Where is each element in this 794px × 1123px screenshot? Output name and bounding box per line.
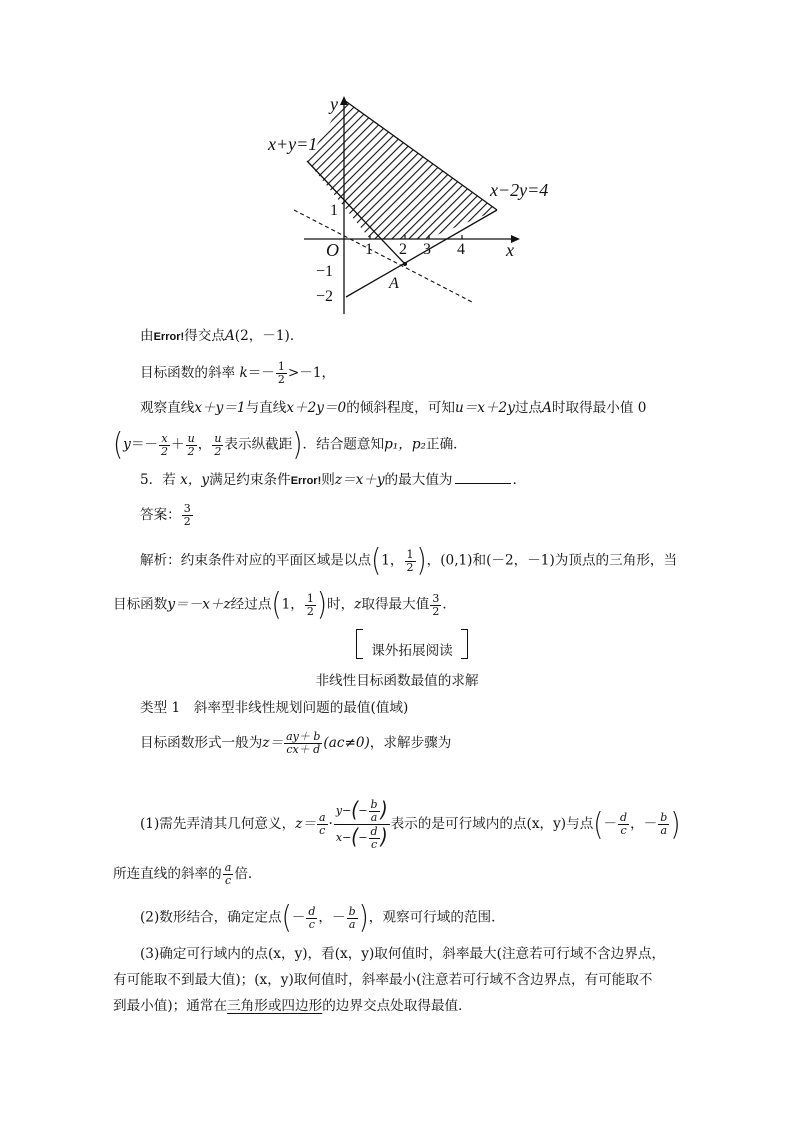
text: － bbox=[603, 816, 618, 832]
text: (1)需先弄清其几何意义， bbox=[140, 816, 296, 832]
origin-label: O bbox=[326, 240, 339, 260]
compound-fraction: y−(− $\frac{b}{a}$ ) x−(− $\frac{d}{c}$ ) bbox=[335, 797, 388, 851]
fraction: $\frac{1}{2}$ bbox=[406, 547, 414, 574]
tick-label-x-3: 3 bbox=[423, 241, 431, 258]
text: 由 bbox=[140, 328, 154, 344]
text: ． bbox=[512, 472, 527, 488]
equation: u＝x＋2y bbox=[454, 400, 515, 416]
tick-label-x-2: 2 bbox=[399, 241, 407, 258]
paren-right: ) bbox=[416, 543, 427, 579]
step-3-line-2: 有可能取不到最大值)；(x，y)取何值时，斜率最小(注意若可行域不含边界点，有可能取不 bbox=[113, 972, 653, 988]
objective-form-line bbox=[140, 731, 794, 756]
var-k: k bbox=[239, 365, 248, 381]
coord: (2，－1)． bbox=[234, 328, 304, 344]
answer-blank bbox=[455, 469, 511, 484]
text: (2)数形结合，确定定点 bbox=[140, 909, 282, 926]
paren-left: ( bbox=[113, 427, 124, 463]
text: 时， bbox=[327, 596, 355, 613]
tick-label-x-4: 4 bbox=[457, 241, 465, 258]
var-a: A bbox=[542, 400, 552, 416]
paren-left: ( bbox=[593, 806, 604, 843]
section-title: 非线性目标函数最值的求解 bbox=[315, 673, 479, 689]
text: 与直线 bbox=[245, 400, 287, 416]
step-3-line-3 bbox=[113, 995, 794, 1017]
tick-label-y-1: 1 bbox=[330, 202, 338, 219]
step-1-continued bbox=[113, 862, 794, 887]
intersection-line bbox=[140, 325, 794, 348]
paren-left: ( bbox=[271, 587, 282, 623]
text: 过点 bbox=[514, 400, 543, 416]
fraction: $\frac{x}{2}$ bbox=[161, 431, 169, 458]
paren-left: ( bbox=[281, 900, 292, 936]
section-box bbox=[356, 629, 468, 659]
dot: · bbox=[328, 816, 333, 832]
error-marker: Error! bbox=[290, 475, 322, 487]
equation: y＝－x＋z bbox=[167, 596, 231, 613]
var-p: p₁，p₂ bbox=[384, 436, 426, 453]
var-z: z＝ bbox=[262, 735, 284, 751]
solution-line-1 bbox=[140, 543, 794, 579]
coordinate-graph bbox=[262, 88, 562, 320]
fraction: $\frac{d}{c}$ bbox=[308, 904, 316, 931]
question-5 bbox=[140, 469, 794, 492]
fraction: $\frac{1}{2}$ bbox=[306, 591, 314, 618]
line1-label: x+y=1 bbox=[268, 134, 318, 154]
line2-label: x−2y=4 bbox=[490, 180, 549, 200]
vars: x，y bbox=[180, 472, 210, 488]
condition: (ac≠0) bbox=[323, 735, 370, 751]
text: ＝－ bbox=[130, 436, 159, 453]
fraction: $\frac{u}{2}$ bbox=[214, 431, 222, 458]
text: 表示的是可行域内的点(x，y)与点 bbox=[390, 816, 594, 832]
paren-left: ( bbox=[371, 543, 382, 579]
text: 时取得最小值 0 bbox=[551, 400, 647, 416]
text: ，求解步骤为 bbox=[369, 735, 452, 751]
error-marker: Error! bbox=[153, 331, 185, 343]
answer-line bbox=[140, 503, 794, 528]
text: ． bbox=[442, 596, 456, 613]
text: 观察直线 bbox=[140, 400, 195, 416]
slope-line bbox=[140, 361, 794, 386]
text: ，－ bbox=[318, 909, 346, 926]
text: ．结合题意知 bbox=[302, 436, 385, 453]
text: >－1， bbox=[287, 365, 336, 381]
solution-line-2 bbox=[113, 587, 794, 623]
text: 取得最大值 bbox=[361, 596, 430, 613]
equation: z＝x＋y bbox=[334, 472, 385, 488]
fraction: $\frac{d}{c}$ bbox=[620, 811, 628, 837]
text: 得交点 bbox=[184, 328, 225, 344]
equation: x＋y＝1 bbox=[194, 400, 246, 416]
paren-right: ) bbox=[358, 900, 369, 936]
step-2 bbox=[140, 900, 794, 936]
text: 目标函数的斜率 bbox=[140, 365, 236, 381]
text: 的最大值为 bbox=[384, 472, 453, 488]
text: 经过点 bbox=[230, 596, 272, 613]
fraction: $\frac{u}{2}$ bbox=[187, 431, 195, 458]
var-a: A bbox=[224, 328, 235, 344]
paren-right: ) bbox=[316, 587, 328, 623]
underlined-text: 三角形或四边形 bbox=[227, 998, 323, 1014]
text: 的边界交点处取得最值． bbox=[322, 998, 472, 1014]
observation-line bbox=[140, 397, 794, 419]
paren-right: ) bbox=[670, 806, 681, 843]
text: 则 bbox=[321, 472, 335, 488]
fraction: $\frac{3}{2}$ bbox=[432, 591, 440, 618]
text: ＝－ bbox=[247, 365, 275, 381]
answer-label: 答案： bbox=[140, 507, 181, 523]
text: ， bbox=[197, 436, 212, 453]
text: ＋ bbox=[171, 436, 185, 453]
answer-fraction: $\frac{3}{2}$ bbox=[183, 502, 191, 528]
text: － bbox=[291, 909, 306, 926]
equation: x＋2y＝0 bbox=[286, 400, 347, 416]
step-1 bbox=[140, 798, 794, 851]
fraction: $\frac{b}{a}$ bbox=[660, 811, 668, 837]
point-a bbox=[403, 262, 407, 266]
text: 1， bbox=[381, 552, 404, 569]
tick-label-x-1: 1 bbox=[365, 241, 373, 258]
text: 解析：约束条件对应的平面区域是以点 bbox=[140, 552, 372, 569]
y-axis-label: y bbox=[330, 94, 338, 114]
var-z: z＝ bbox=[295, 816, 316, 832]
fraction: $\frac{a}{c}$ bbox=[224, 861, 232, 887]
point-a-label: A bbox=[389, 275, 399, 292]
fraction: $\frac{b}{a}$ bbox=[348, 904, 356, 931]
fraction: $\frac{ay+ b}{cx+ d}$ bbox=[286, 730, 321, 756]
text: 倍． bbox=[234, 866, 262, 882]
fraction: $\frac{1}{2}$ bbox=[277, 360, 285, 386]
paren-right: ) bbox=[292, 427, 303, 463]
text: ，观察可行域的范围． bbox=[368, 909, 505, 926]
text: 到最小值)；通常在 bbox=[113, 998, 228, 1014]
box-title: 课外拓展阅读 bbox=[371, 643, 453, 659]
text: ，－ bbox=[630, 816, 658, 832]
var-z: z bbox=[354, 596, 362, 613]
text: 所连直线的斜率的 bbox=[113, 866, 222, 882]
var-y: y bbox=[123, 436, 131, 453]
intercept-line bbox=[113, 427, 794, 463]
step-3-line-1: (3)确定可行域内的点(x，y)，看(x，y)取何值时，斜率最大(注意若可行域不含边界点， bbox=[140, 946, 666, 962]
text: 正确． bbox=[426, 436, 467, 453]
text: ，(0,1)和(－2，－1)为顶点的三角形，当 bbox=[426, 552, 678, 569]
type-1-heading: 类型 1 斜率型非线性规划问题的最值(值域) bbox=[140, 700, 409, 716]
text: 表示纵截距 bbox=[224, 436, 293, 453]
x-axis-label: x bbox=[506, 240, 514, 260]
text: 满足约束条件 bbox=[209, 472, 291, 488]
feasible-region-figure bbox=[262, 88, 562, 320]
text: 的倾斜程度，可知 bbox=[346, 400, 455, 416]
text: 目标函数形式一般为 bbox=[140, 735, 263, 751]
text: 目标函数 bbox=[113, 596, 168, 613]
tick-label-y-neg2: −2 bbox=[316, 288, 334, 305]
fraction: $\frac{a}{c}$ bbox=[318, 811, 326, 837]
text: 1， bbox=[281, 596, 304, 613]
text: 5．若 bbox=[140, 472, 176, 488]
tick-label-y-neg1: −1 bbox=[316, 263, 334, 280]
